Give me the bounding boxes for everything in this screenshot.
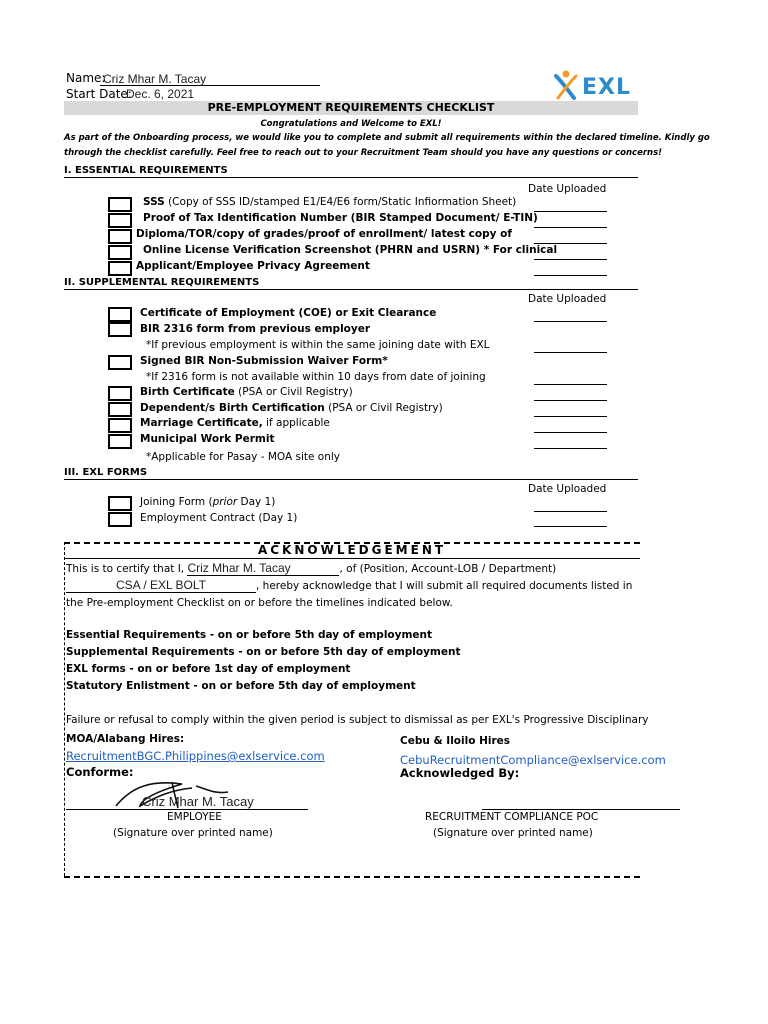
employee-label: EMPLOYEE [167,811,222,823]
deadline-supplemental: Supplemental Requirements - on or before 5th day of employment [66,646,461,658]
checkbox-sss[interactable] [108,197,132,212]
cebu-hires-label: Cebu & Iloilo Hires [400,735,511,747]
ack-name-field[interactable] [187,561,339,576]
ack-title-underline [64,558,640,559]
item-contract: Employment Contract (Day 1) [140,512,298,524]
start-date-field[interactable] [124,87,320,102]
deadline-exl-forms: EXL forms - on or before 1st day of employment [66,663,351,675]
item-privacy: Applicant/Employee Privacy Agreement [136,260,370,272]
checkbox-waiver[interactable] [108,355,132,370]
checkbox-work-permit[interactable] [108,434,132,449]
poc-signature-line[interactable] [482,809,680,810]
ack-position-field[interactable] [66,578,256,593]
ack-title: ACKNOWLEDGEMENT [257,543,447,557]
item-waiver-note: *If 2316 form is not available within 10 days from date of joining [146,371,486,383]
ack-line-3: the Pre-employment Checklist on or before the timelines indicated below. [66,597,453,609]
exl-logo-text: EXL [582,75,632,100]
deadline-essential: Essential Requirements - on or before 5th day of employment [66,629,433,641]
start-date-value: Dec. 6, 2021 [126,87,195,101]
exl-logo [552,68,642,102]
ack-line-2: CSA / EXL BOLT , hereby acknowledge that I will submit all required documents listed in [66,578,632,593]
checkbox-license[interactable] [108,245,132,260]
intro-line-1: Congratulations and Welcome to EXL! [260,119,442,129]
date-uploaded-header-3: Date Uploaded [528,483,607,495]
ack-line-1: This is to certify that I, Criz Mhar M. Tacay , of (Position, Account-LOB / Department) [66,561,557,575]
checkbox-contract[interactable] [108,512,132,527]
checkbox-birth-cert[interactable] [108,386,132,401]
exl-logo-icon [552,68,582,102]
checkbox-coe[interactable] [108,307,132,322]
item-work-permit-note: *Applicable for Pasay - MOA site only [146,451,341,463]
item-sss: SSS (Copy of SSS ID/stamped E1/E4/E6 form/Static Infiormation Sheet) [143,196,517,208]
date-line-joining-form[interactable] [534,510,607,512]
intro-line-2: As part of the Onboarding process, we would like you to complete and submit all requirements within the declared timeline. Kindly go [64,133,710,143]
section-essential-title: I. ESSENTIAL REQUIREMENTS [64,164,638,178]
employee-signature-line[interactable] [66,809,308,810]
name-value: Criz Mhar M. Tacay [103,72,207,86]
failure-notice: Failure or refusal to comply within the given period is subject to dismissal as per EXL's Progressive Disciplinary [66,714,649,726]
ack-border-bottom [64,876,640,878]
date-line-coe[interactable] [534,320,607,322]
intro-line-3: through the checklist carefully. Feel free to reach out to your Recruitment Team should you have any questions or concerns! [64,148,663,158]
date-line-marriage[interactable] [534,431,607,433]
date-line-birth-cert[interactable] [534,399,607,401]
checkbox-privacy[interactable] [108,261,132,276]
poc-label: RECRUITMENT COMPLIANCE POC [425,811,599,823]
date-line-contract[interactable] [534,525,607,527]
checkbox-dependent-birth[interactable] [108,402,132,417]
date-uploaded-header-2: Date Uploaded [528,293,607,305]
checkbox-marriage[interactable] [108,418,132,433]
acknowledged-by-label: Acknowledged By: [400,766,520,780]
item-dependent-birth: Dependent/s Birth Certification (PSA or Civil Registry) [140,402,443,414]
item-joining-form: Joining Form (prior Day 1) [140,496,276,508]
item-work-permit: Municipal Work Permit [140,433,275,445]
item-license: Online License Verification Screenshot (PHRN and USRN) * For clinical [143,244,558,256]
section-exl-forms-title: III. EXL FORMS [64,466,638,480]
date-line-work-permit[interactable] [534,447,607,449]
item-bir2316-note: *If previous employment is within the same joining date with EXL [146,339,490,351]
date-line-license[interactable] [534,258,607,260]
cebu-email-link[interactable]: CebuRecruitmentCompliance@exlservice.com [400,753,666,767]
section-supplemental-title: II. SUPPLEMENTAL REQUIREMENTS [64,276,638,290]
checkbox-tin[interactable] [108,213,132,228]
ack-border-left [64,542,65,876]
date-line-sss[interactable] [534,210,607,212]
date-line-waiver[interactable] [534,383,607,385]
conforme-label: Conforme: [66,765,134,779]
item-tin: Proof of Tax Identification Number (BIR Stamped Document/ E-TIN) [143,212,538,224]
checkbox-joining-form[interactable] [108,496,132,511]
date-line-tin[interactable] [534,226,607,228]
deadline-statutory: Statutory Enlistment - on or before 5th day of employment [66,680,416,692]
moa-email-link[interactable]: RecruitmentBGC.Philippines@exlservice.com [66,749,325,763]
date-uploaded-header-1: Date Uploaded [528,183,607,195]
moa-hires-label: MOA/Alabang Hires: [66,733,185,745]
poc-sig-caption: (Signature over printed name) [433,827,593,839]
item-birth-cert: Birth Certificate (PSA or Civil Registry) [140,386,353,398]
item-diploma: Diploma/TOR/copy of grades/proof of enrollment/ latest copy of [136,228,512,240]
start-date-label: Start Date: [66,87,132,101]
name-field[interactable] [100,71,320,86]
date-line-bir2316[interactable] [534,351,607,353]
item-coe: Certificate of Employment (COE) or Exit Clearance [140,307,437,319]
page-title: PRE-EMPLOYMENT REQUIREMENTS CHECKLIST [207,101,495,114]
item-marriage: Marriage Certificate, if applicable [140,417,330,429]
name-label: Name: [66,71,106,85]
checkbox-diploma[interactable] [108,229,132,244]
item-waiver: Signed BIR Non-Submission Waiver Form* [140,355,388,367]
checkbox-bir2316[interactable] [108,322,132,337]
employee-printed-name: Criz Mhar M. Tacay [142,794,254,809]
item-bir2316: BIR 2316 form from previous employer [140,323,371,335]
ack-position-value: CSA / EXL BOLT [115,578,207,592]
ack-name-value: Criz Mhar M. Tacay [187,561,291,575]
date-line-dependent-birth[interactable] [534,415,607,417]
employee-sig-caption: (Signature over printed name) [113,827,273,839]
